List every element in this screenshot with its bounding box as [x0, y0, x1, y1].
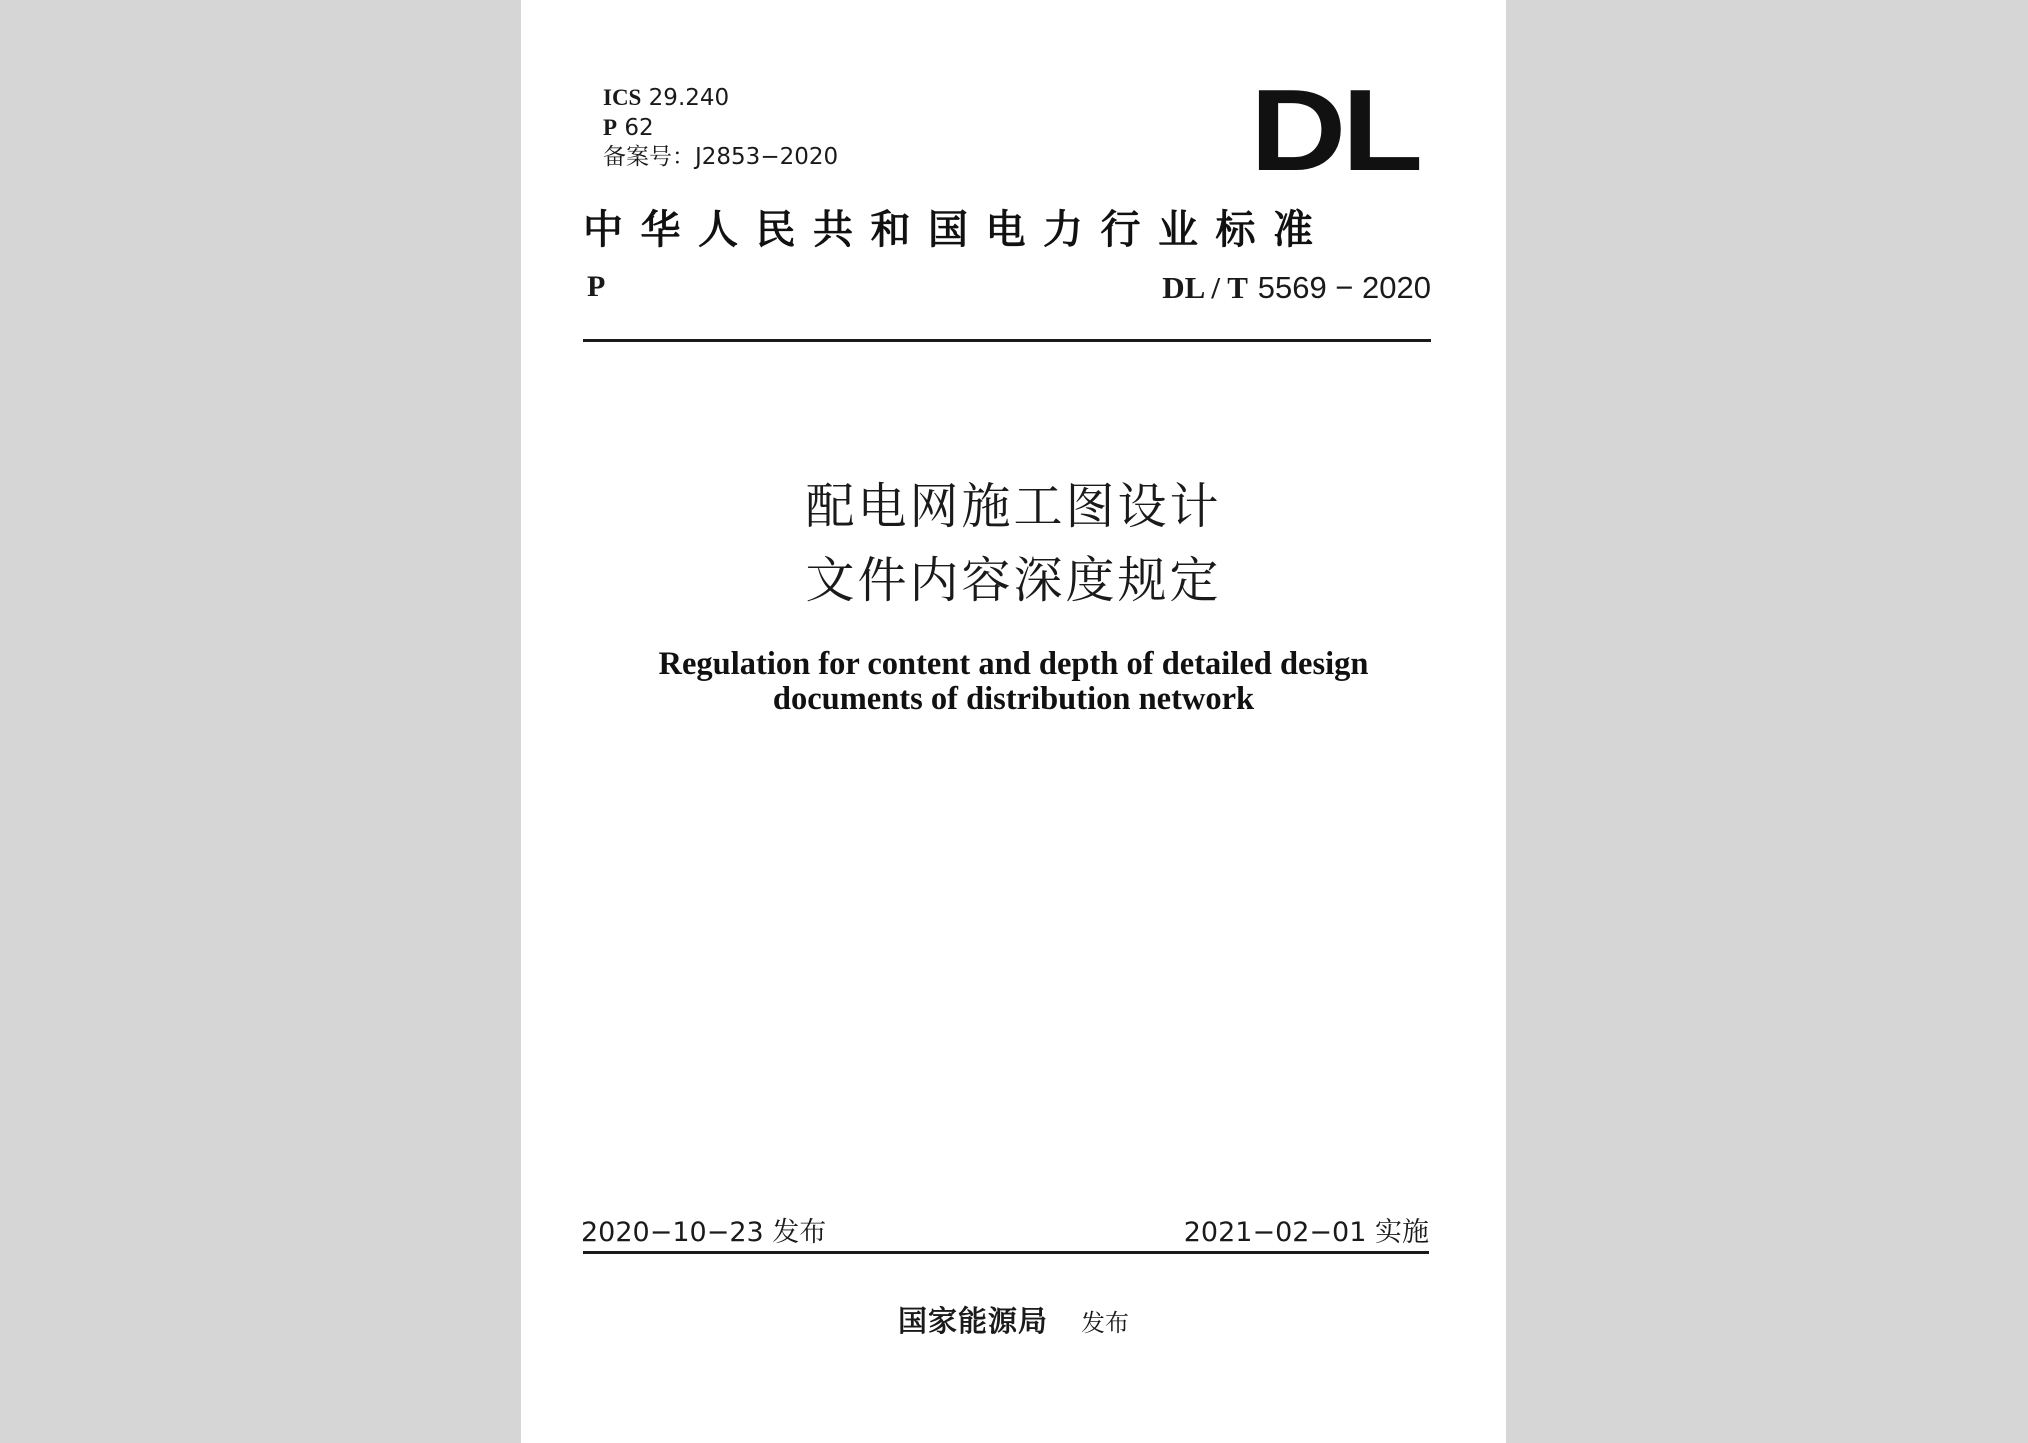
chinese-title — [521, 470, 1506, 618]
effective-date: 2021−02−01 实施 — [1183, 1217, 1429, 1248]
document-cover-page — [521, 0, 1506, 1443]
ics-label: ICS — [603, 85, 642, 110]
issuer-line — [521, 1299, 1506, 1340]
issue-date: 2020−10−23 发布 — [581, 1217, 827, 1248]
standard-type-heading: 中华人民共和国电力行业标准 — [583, 206, 1331, 253]
category-line — [603, 113, 838, 143]
chinese-title-line-1: 配电网施工图设计 — [805, 478, 1222, 535]
header-divider — [583, 339, 1431, 342]
category-value: 62 — [624, 115, 654, 141]
standard-code-prefix: DL / T — [1162, 270, 1248, 305]
ics-line — [603, 83, 838, 113]
filing-number-line — [603, 143, 838, 172]
standard-code — [1162, 270, 1431, 306]
category-label: P — [603, 115, 618, 140]
english-title — [521, 647, 1506, 717]
chinese-title-line-2: 文件内容深度规定 — [805, 552, 1222, 609]
footer-divider — [583, 1251, 1429, 1254]
standard-code-number: 5569 − 2020 — [1257, 270, 1431, 305]
issuer-action: 发布 — [1081, 1309, 1130, 1337]
filing-label: 备案号： — [603, 144, 695, 170]
dl-logo: DL — [1250, 65, 1419, 195]
filing-value: J2853−2020 — [695, 144, 839, 170]
ics-value: 29.240 — [648, 85, 730, 111]
category-letter: P — [587, 270, 606, 303]
english-title-line-1: Regulation for content and depth of detailed design — [658, 646, 1369, 682]
english-title-line-2: documents of distribution network — [772, 681, 1255, 717]
issuer-name: 国家能源局 — [897, 1304, 1048, 1338]
classification-block — [603, 83, 838, 172]
